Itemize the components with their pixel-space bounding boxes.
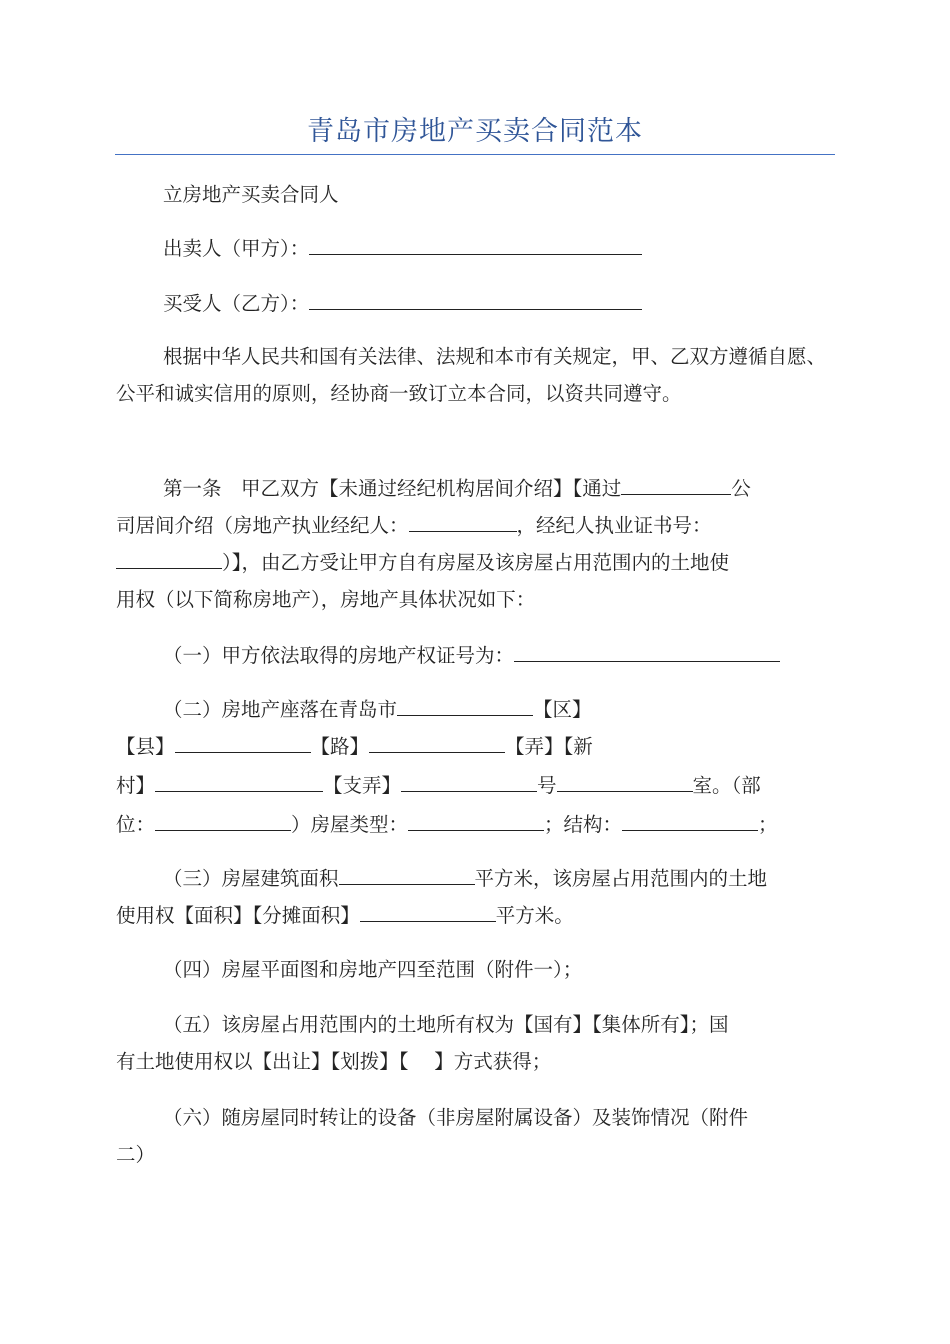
item2-text-c: 【县】: [116, 735, 175, 758]
item1-text: （一）甲方依法取得的房地产权证号为：: [163, 644, 515, 667]
item2-text-h: 号: [537, 774, 557, 797]
item5-line1: [116, 1006, 836, 1043]
item3-text-c: 使用权【面积】【分摊面积】: [116, 904, 360, 927]
item4-text: （四）房屋平面图和房地产四至范围（附件一）；: [163, 958, 583, 981]
item3-line1: [116, 860, 836, 897]
house-type-blank: [408, 812, 544, 831]
item4-line: [116, 951, 836, 988]
buyer-blank: [309, 291, 642, 310]
road-blank: [175, 734, 311, 753]
item2-text-b: 【区】: [533, 698, 592, 721]
item2-text-d: 【路】: [310, 735, 370, 758]
article1-line3: [116, 544, 836, 581]
item6-line2: [116, 1136, 836, 1173]
item2-text-i: 室。（部: [692, 774, 761, 797]
item3-text-b: 平方米，该房屋占用范围内的土地: [474, 867, 768, 890]
lane-blank: [369, 734, 505, 753]
article1-text-1: 第一条 甲乙双方【未通过经纪机构居间介绍】【通过: [163, 477, 622, 500]
document-title: 青岛市房地产买卖合同范本: [307, 116, 643, 147]
item3-text-a: （三）房屋建筑面积: [163, 867, 339, 890]
item3-text-d: 平方米。: [495, 904, 574, 927]
district-blank: [397, 697, 533, 716]
buyer-label: 买受人（乙方）：: [163, 292, 310, 315]
seller-label: 出卖人（甲方）：: [163, 237, 310, 260]
item2-text-l: ；结构：: [544, 813, 623, 836]
article1-text-4: ，经纪人执业证书号：: [516, 514, 712, 537]
article1-text-6: 用权（以下简称房地产），房地产具体状况如下：: [116, 588, 536, 611]
sublane-blank: [401, 773, 537, 792]
item2-line4: [116, 806, 836, 843]
item2-text-j: 位：: [116, 813, 156, 836]
intro-line: [116, 176, 836, 213]
article1-text-2: 公: [731, 477, 751, 500]
item3-line2: [116, 897, 836, 934]
agency-blank: [621, 476, 731, 495]
item2-line1: [116, 691, 836, 728]
item5-text-a: （五）该房屋占用范围内的土地所有权为【国有】【集体所有】；国: [163, 1013, 729, 1036]
item2-text-f: 村】: [116, 774, 156, 797]
broker-blank: [409, 513, 517, 532]
article1-line2: [116, 507, 836, 544]
item2-text-e: 【弄】【新: [505, 735, 593, 758]
item2-text-m: ；: [758, 813, 778, 836]
article1-line4: [116, 581, 836, 618]
intro-text: 立房地产买卖合同人: [163, 183, 339, 206]
building-area-blank: [339, 866, 475, 885]
article1-text-3: 司居间介绍（房地产执业经纪人：: [116, 514, 409, 537]
position-blank: [155, 812, 291, 831]
certificate-blank: [116, 550, 222, 569]
room-number-blank: [557, 773, 693, 792]
item1-line: [116, 637, 836, 674]
item6-text-b: 二）: [116, 1143, 156, 1166]
certificate-number-blank: [514, 643, 780, 662]
article1-text-5: ）】，由乙方受让甲方自有房屋及该房屋占用范围内的土地使: [222, 551, 730, 574]
item5-line2: [116, 1043, 836, 1080]
item2-text-g: 【支弄】: [323, 774, 402, 797]
article1-line1: [116, 470, 836, 507]
item2-text-a: （二）房地产座落在青岛市: [163, 698, 398, 721]
item2-line3: [116, 767, 836, 804]
item6-text-a: （六）随房屋同时转让的设备（非房屋附属设备）及装饰情况（附件: [163, 1106, 749, 1129]
item2-line2: [116, 728, 836, 765]
title-underline: [115, 154, 835, 155]
item6-line1: [116, 1099, 836, 1136]
preamble-paragraph: 根据中华人民共和国有关法律、法规和本市有关规定，甲、乙双方遵循自愿、公平和诚实信用的原则，经协商一致订立本合同，以资共同遵守。: [116, 345, 827, 405]
seller-line: [116, 230, 836, 267]
item2-text-k: ）房屋类型：: [291, 813, 409, 836]
buyer-line: [116, 285, 836, 322]
land-area-blank: [360, 903, 496, 922]
item5-text-b: 有土地使用权以【出让】【划拨】【 】方式获得；: [116, 1050, 552, 1073]
structure-blank: [622, 812, 758, 831]
seller-blank: [309, 236, 642, 255]
village-blank: [155, 773, 323, 792]
